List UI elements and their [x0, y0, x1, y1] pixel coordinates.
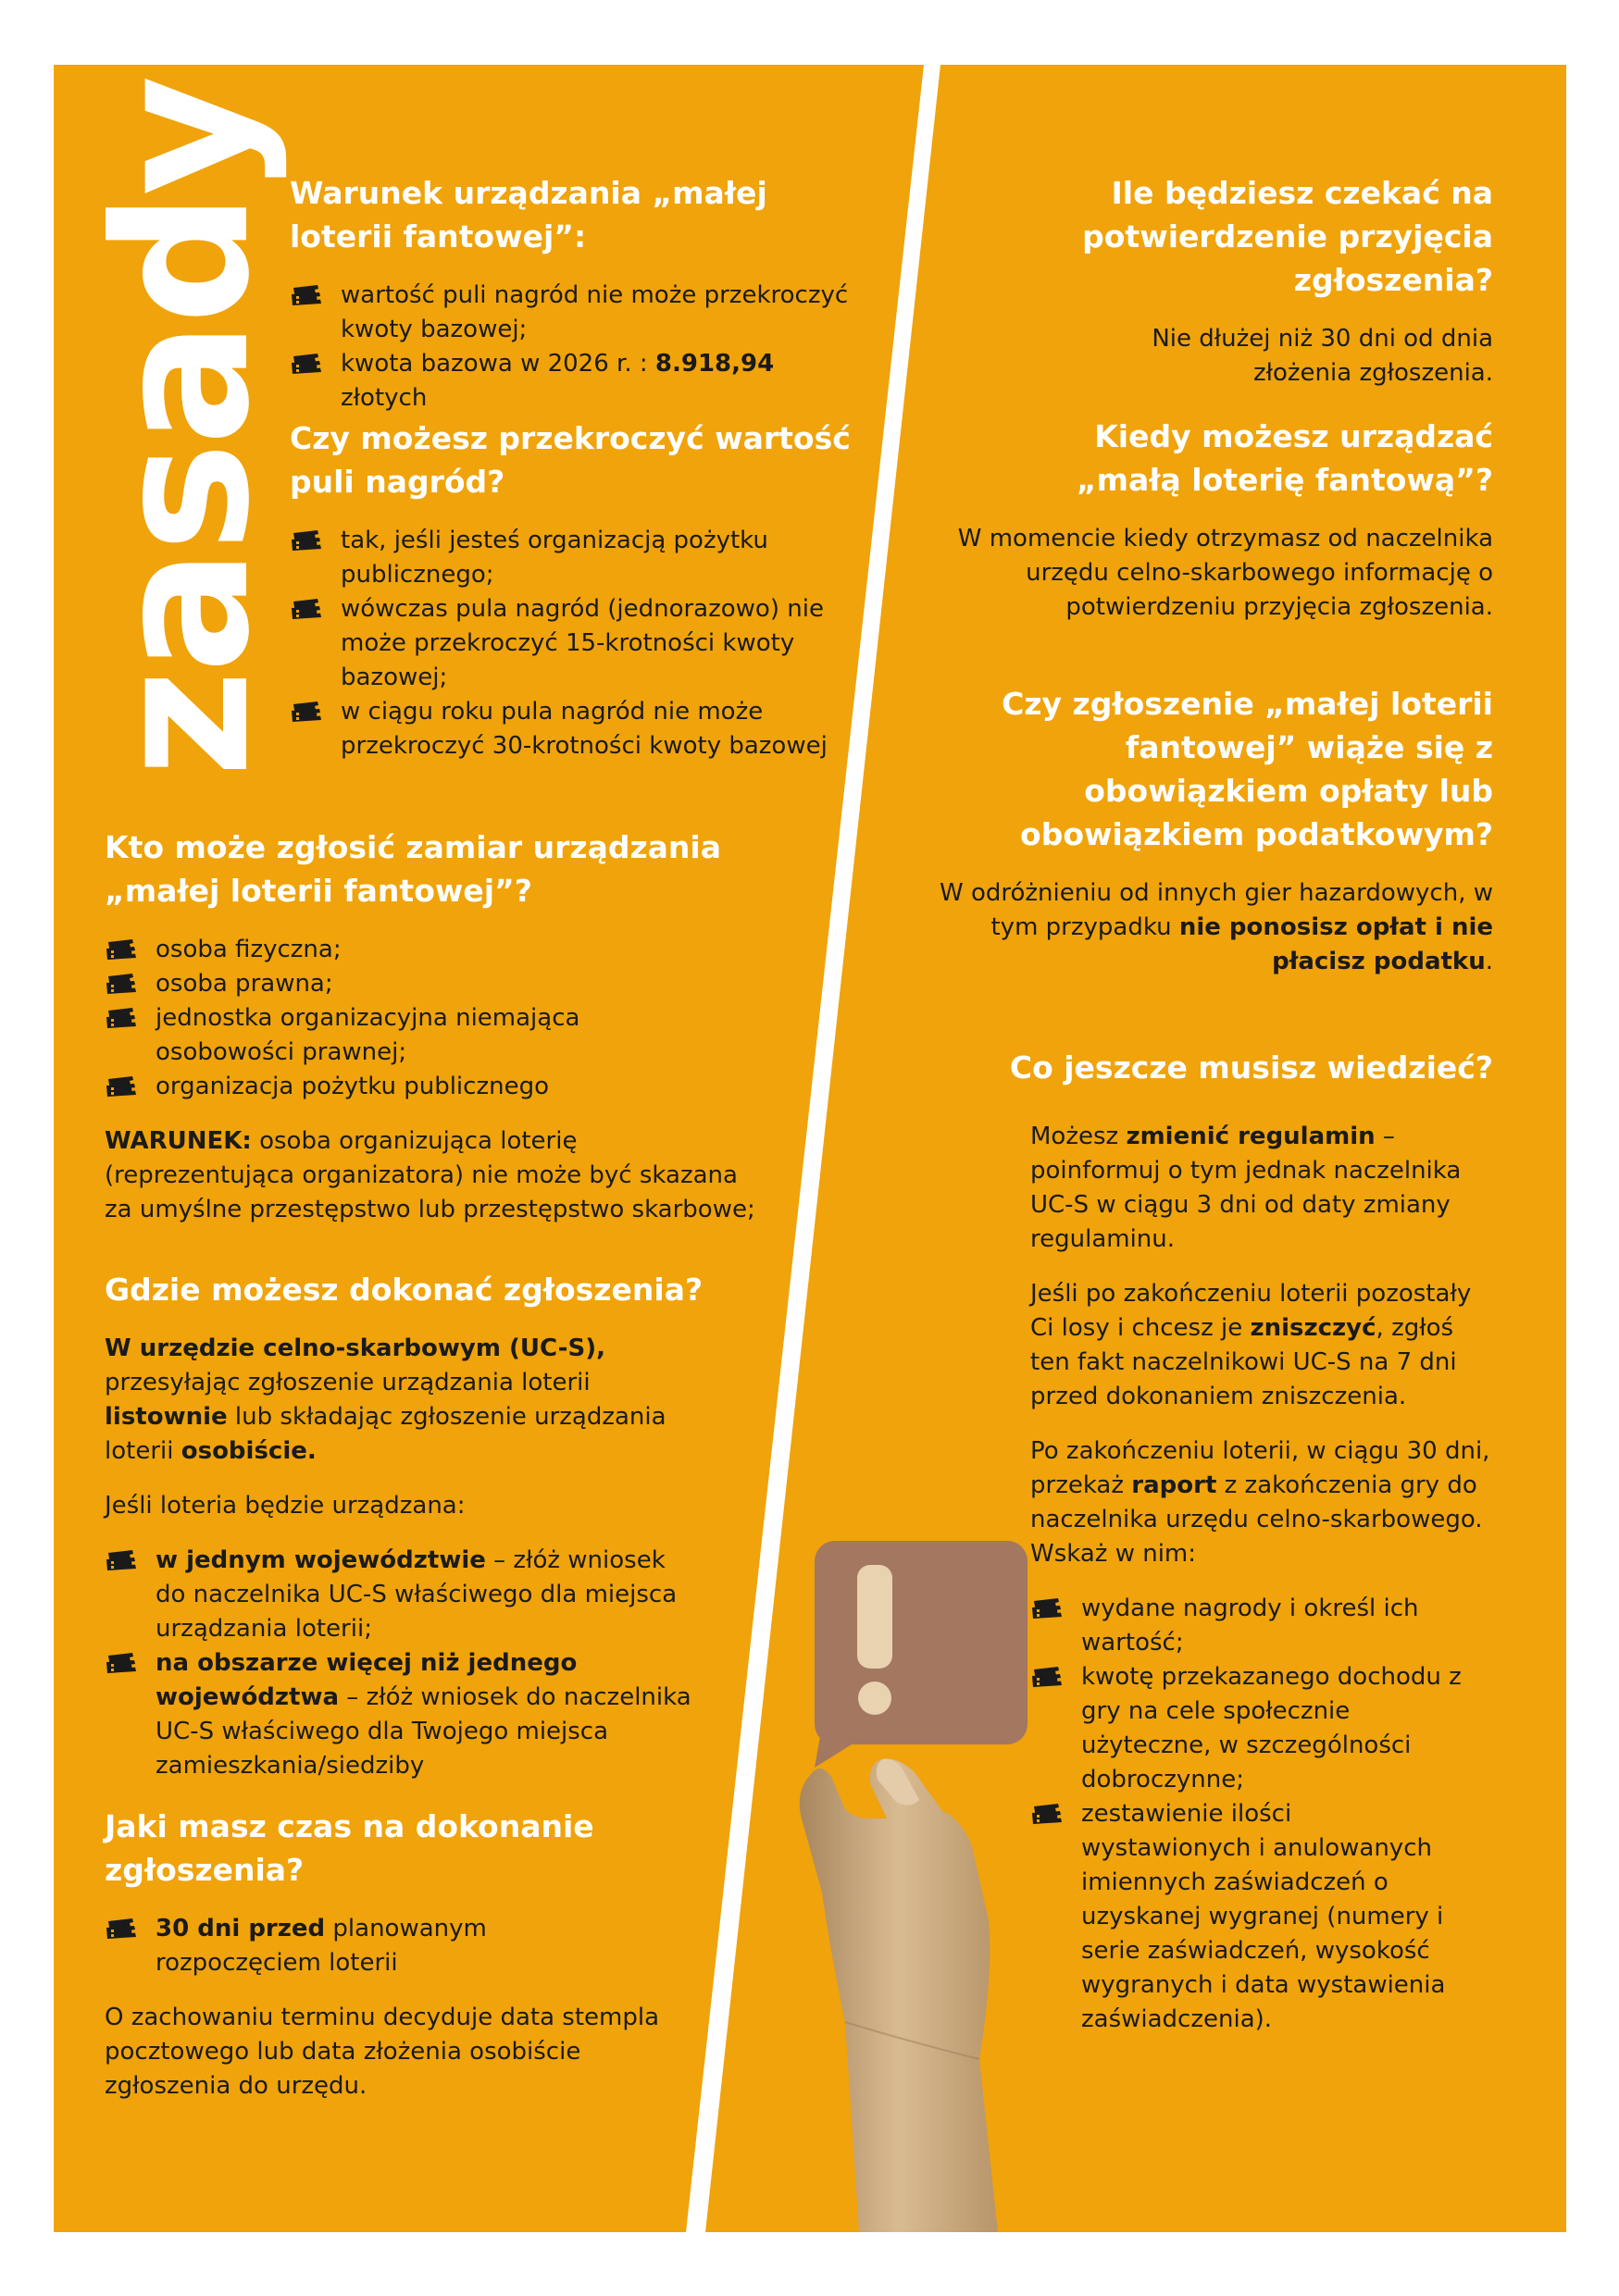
section-time — [105, 1805, 697, 2124]
section-when — [952, 415, 1493, 645]
section-condition — [290, 171, 864, 436]
list-item: kwotę przekazanego dochodu z gry na cele społecznie użyteczne, w szczególności dobroczynne; — [1030, 1660, 1465, 1797]
list-item: wówczas pula nagród (jednorazowo) nie może przekroczyć 15-krotności kwoty bazowej; — [290, 592, 864, 695]
paragraph: W momencie kiedy otrzymasz od naczelnika urzędu celno-skarbowego informację o potwierdzeniu przyjęcia zgłoszenia. — [957, 525, 1493, 621]
section-fee — [938, 682, 1493, 999]
ticket-icon — [290, 285, 325, 307]
list-item: osoba prawna; — [105, 967, 660, 1001]
list-item: w ciągu roku pula nagród nie może przekroczyć 30-krotności kwoty bazowej — [290, 695, 864, 763]
paragraph: O zachowaniu terminu decyduje data stempla pocztowego lub data złożenia osobiście zgłoszenia do urzędu. — [105, 2004, 660, 2100]
bullet-list — [290, 524, 864, 763]
ticket-icon — [105, 1653, 140, 1675]
section-exceed — [290, 416, 864, 784]
side-title: zasady — [75, 79, 291, 777]
ticket-icon — [290, 599, 325, 621]
exclamation-icon — [857, 1565, 892, 1669]
heading: Czy możesz przekroczyć wartość puli nagród? — [290, 420, 851, 500]
ticket-icon — [105, 1008, 140, 1030]
paragraph: Po zakończeniu loterii, w ciągu 30 dni, przekaż raport z zakończenia gry do naczelnika urzędu celno-skarbowego. Wskaż w nim: — [1030, 1437, 1490, 1568]
list-item: wartość puli nagród nie może przekroczyć kwoty bazowej; — [290, 279, 864, 347]
bullet-list — [105, 933, 660, 1104]
paragraph: Jeśli loteria będzie urządzana: — [105, 1492, 466, 1520]
heading: Gdzie możesz dokonać zgłoszenia? — [105, 1272, 704, 1308]
section-more — [1030, 1120, 1493, 2057]
ticket-icon — [290, 354, 325, 376]
heading: Czy zgłoszenie „małej loterii fantowej” wiąże się z obowiązkiem opłaty lub obowiązkiem podatkowym? — [1002, 686, 1493, 852]
heading: Kiedy możesz urządzać „małą loterię fantową”? — [1076, 418, 1493, 498]
list-item: organizacja pożytku publicznego — [105, 1070, 660, 1104]
list-item: osoba fizyczna; — [105, 933, 660, 967]
paragraph: W odróżnieniu od innych gier hazardowych, w tym przypadku nie ponosisz opłat i nie płacisz podatku. — [939, 879, 1493, 975]
ticket-icon — [105, 939, 140, 962]
heading: Jaki masz czas na dokonanie zgłoszenia? — [105, 1808, 594, 1888]
list-item: w jednym województwie – złóż wniosek do naczelnika UC-S właściwego dla miejsca urządzania loterii; — [105, 1544, 697, 1646]
bullet-list — [1030, 1592, 1465, 2037]
list-item: tak, jeśli jesteś organizacją pożytku publicznego; — [290, 524, 864, 592]
section-who — [105, 825, 808, 1247]
condition-note: WARUNEK: osoba organizująca loterię (reprezentująca organizatora) nie może być skazana za umyślne przestępstwo lub przestępstwo skarbowe; — [105, 1127, 755, 1223]
list-item: 30 dni przed planowanym rozpoczęciem loterii — [105, 1912, 567, 1980]
bullet-list — [290, 279, 864, 416]
ticket-icon — [105, 974, 140, 996]
hand-exclamation-illustration — [757, 1541, 1063, 2232]
paragraph: W urzędzie celno-skarbowym (UC-S), przesyłając zgłoszenie urządzania loterii listownie lub składając zgłoszenie urządzania loterii osobiście. — [105, 1334, 666, 1465]
list-item: na obszarze więcej niż jednego województwa – złóż wniosek do naczelnika UC-S właściwego dla Twojego miejsca zamieszkania/siedziby — [105, 1646, 697, 1783]
bullet-list — [105, 1544, 697, 1783]
heading: Ile będziesz czekać na potwierdzenie przyjęcia zgłoszenia? — [1082, 175, 1493, 298]
heading: Kto może zgłosić zamiar urządzania „małej loterii fantowej”? — [105, 829, 722, 909]
info-panel — [54, 65, 1566, 2232]
list-item: kwota bazowa w 2026 r. : 8.918,94 złotych — [290, 347, 864, 416]
card — [815, 1541, 1027, 1744]
ticket-icon — [105, 1550, 140, 1572]
ticket-icon — [290, 530, 325, 552]
list-item: zestawienie ilości wystawionych i anulowanych imiennych zaświadczeń o uzyskanej wygranej (numery i serie zaświadczeń, wysokość wygranych i data wystawienia zaświadczenia). — [1030, 1797, 1465, 2037]
heading: Warunek urządzania „małej loterii fantowej”: — [290, 175, 767, 254]
section-where — [105, 1268, 771, 1804]
paragraph: Jeśli po zakończeniu loterii pozostały Ci losy i chcesz je zniszczyć, zgłoś ten fakt naczelnikowi UC-S na 7 dni przed dokonaniem zniszczenia. — [1030, 1280, 1472, 1410]
ticket-icon — [105, 1918, 140, 1941]
list-item: jednostka organizacyjna niemająca osobowości prawnej; — [105, 1001, 660, 1070]
bullet-list — [105, 1912, 567, 1980]
list-item: wydane nagrody i określ ich wartość; — [1030, 1592, 1465, 1660]
section-wait — [979, 171, 1493, 411]
section-more-heading — [938, 1046, 1493, 1110]
ticket-icon — [105, 1076, 140, 1098]
ticket-icon — [290, 701, 325, 724]
heading: Co jeszcze musisz wiedzieć? — [1009, 1049, 1493, 1086]
paragraph: Nie dłużej niż 30 dni od dnia złożenia zgłoszenia. — [1152, 325, 1493, 387]
paragraph: Możesz zmienić regulamin – poinformuj o tym jednak naczelnika UC-S w ciągu 3 dni od daty zmiany regulaminu. — [1030, 1123, 1462, 1253]
